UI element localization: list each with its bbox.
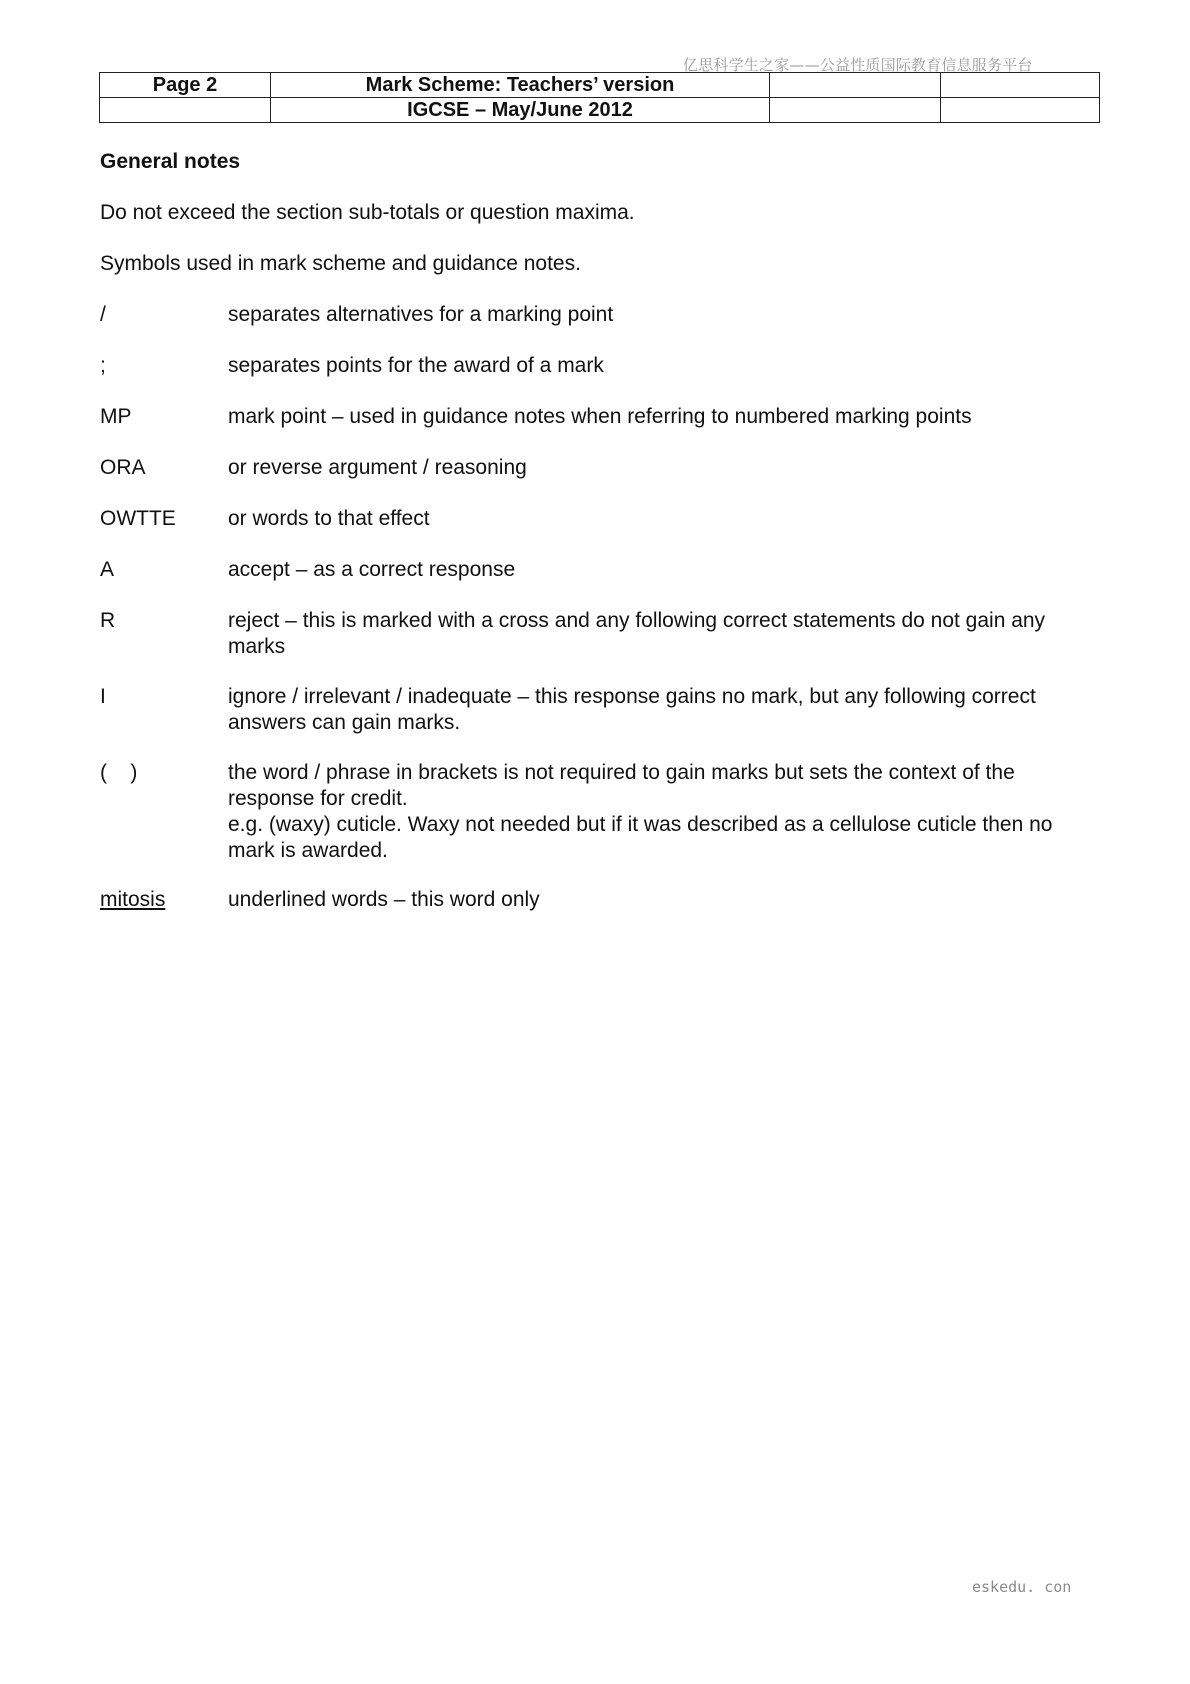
symbol-description: mark point – used in guidance notes when referring to numbered marking points <box>228 405 972 428</box>
symbol-description: separates alternatives for a marking point <box>228 303 614 326</box>
symbol-description: ignore / irrelevant / inadequate – this response gains no mark, but any following correct answers can gain marks. <box>228 685 1036 734</box>
page-number: Page 2 <box>100 73 271 98</box>
symbol-description: accept – as a correct response <box>228 558 516 581</box>
symbols-intro: Symbols used in mark scheme and guidance notes. <box>100 252 581 275</box>
symbol-description: underlined words – this word only <box>228 888 540 911</box>
symbol-description: reject – this is marked with a cross and any following correct statements do not gain any marks <box>228 609 1046 658</box>
symbol: MP <box>100 405 132 428</box>
symbol: / <box>100 303 106 326</box>
symbol: ; <box>100 354 106 377</box>
symbol-description: separates points for the award of a mark <box>228 354 604 377</box>
symbol: A <box>100 558 115 581</box>
symbol: ( ) <box>100 761 138 784</box>
watermark-top: 亿思科学生之家——公益性质国际教育信息服务平台 <box>683 56 1033 74</box>
header-table <box>99 72 1100 123</box>
symbol-example: e.g. (waxy) cuticle. Waxy not needed but if it was described as a cellulose cuticle then no mark is awarded. <box>228 813 1053 862</box>
header-cell-empty <box>100 98 271 123</box>
header-row-1 <box>100 73 1100 98</box>
watermark-bottom: eskedu. con <box>972 1578 1072 1596</box>
symbol: mitosis <box>100 888 166 911</box>
header-row-2 <box>100 98 1100 123</box>
symbol-description <box>228 760 1100 864</box>
symbol-description: or reverse argument / reasoning <box>228 456 527 479</box>
symbol-description: or words to that effect <box>228 507 430 530</box>
intro-paragraph: Do not exceed the section sub-totals or question maxima. <box>100 201 635 224</box>
symbol-description-line: the word / phrase in brackets is not required to gain marks but sets the context of the response for credit. <box>228 761 1015 810</box>
document-title: Mark Scheme: Teachers’ version <box>271 73 770 98</box>
symbol: ORA <box>100 456 146 479</box>
symbol: I <box>100 685 106 708</box>
header-cell-empty <box>941 98 1100 123</box>
section-heading: General notes <box>100 150 241 173</box>
document-subtitle: IGCSE – May/June 2012 <box>271 98 770 123</box>
header-cell-empty <box>770 98 941 123</box>
symbol: OWTTE <box>100 507 176 530</box>
header-cell-empty <box>770 73 941 98</box>
header-cell-empty <box>941 73 1100 98</box>
symbol: R <box>100 609 116 632</box>
